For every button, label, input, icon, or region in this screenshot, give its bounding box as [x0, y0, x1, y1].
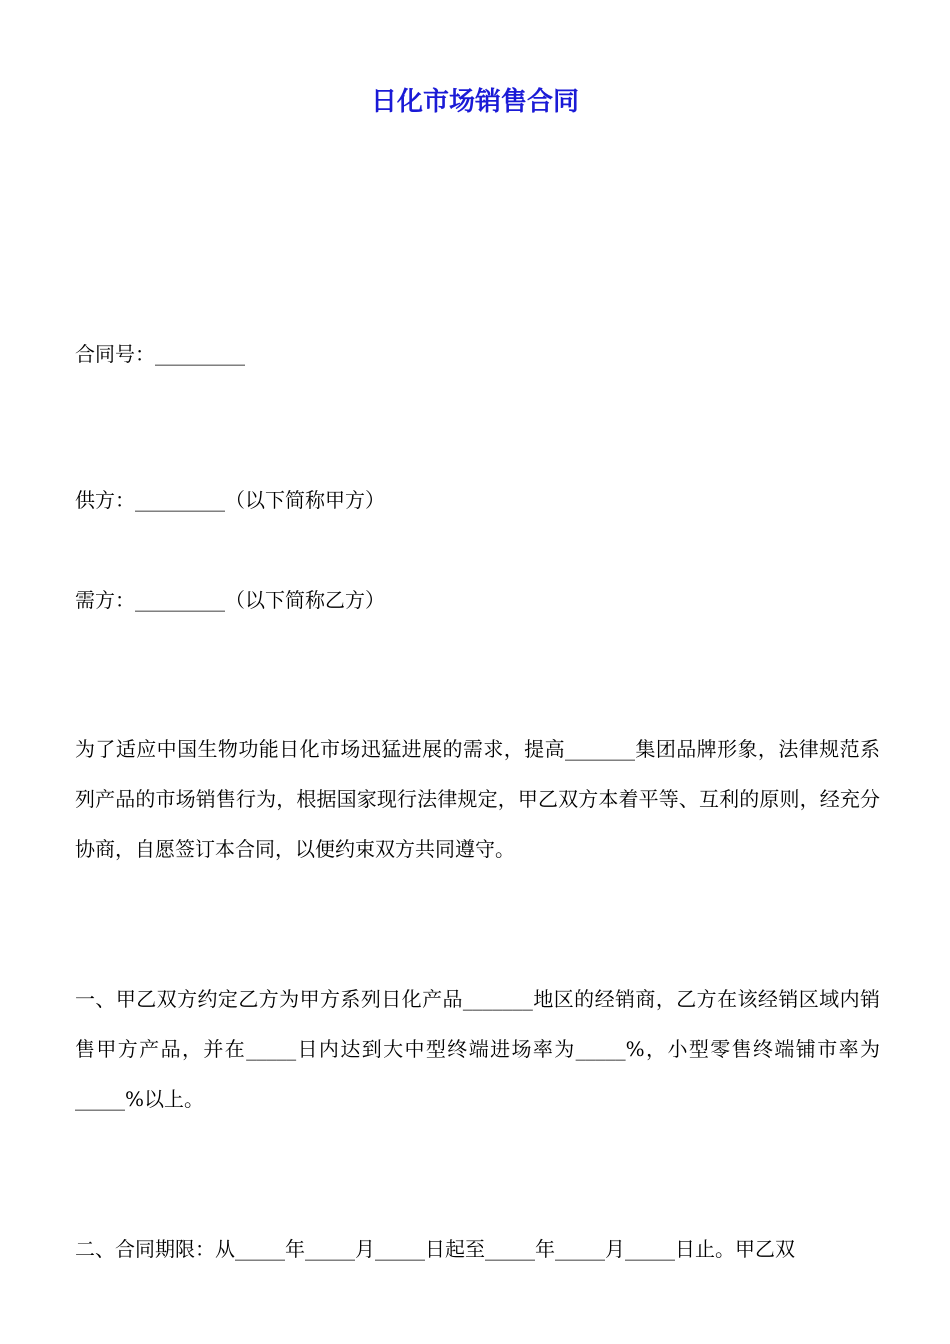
document-title: 日化市场销售合同 — [370, 87, 579, 117]
preamble-paragraph: 为了适应中国生物功能日化市场迅猛进展的需求，提高_______集团品牌形象，法律规范系列产品的市场销售行为，根据国家现行法律规定，甲乙双方本着平等、互利的原则，经充分协商，自愿签订本合同，以便约束双方共同遵守。 — [75, 737, 880, 861]
clause-1-paragraph: 一、甲乙双方约定乙方为甲方系列日化产品_______地区的经销商，乙方在该经销区域内销售甲方产品，并在_____日内达到大中型终端进场率为_____%，小型零售终端铺市率为_____%以上。 — [75, 987, 880, 1111]
supplier-line: 供方：_________（以下简称甲方） — [75, 488, 385, 512]
contract-number-line: 合同号：_________ — [75, 342, 245, 366]
clause-2-paragraph: 二、合同期限：从_____年_____月_____日起至_____年_____月_____日止。甲乙双 — [75, 1237, 795, 1261]
buyer-line: 需方：_________（以下简称乙方） — [75, 588, 385, 612]
